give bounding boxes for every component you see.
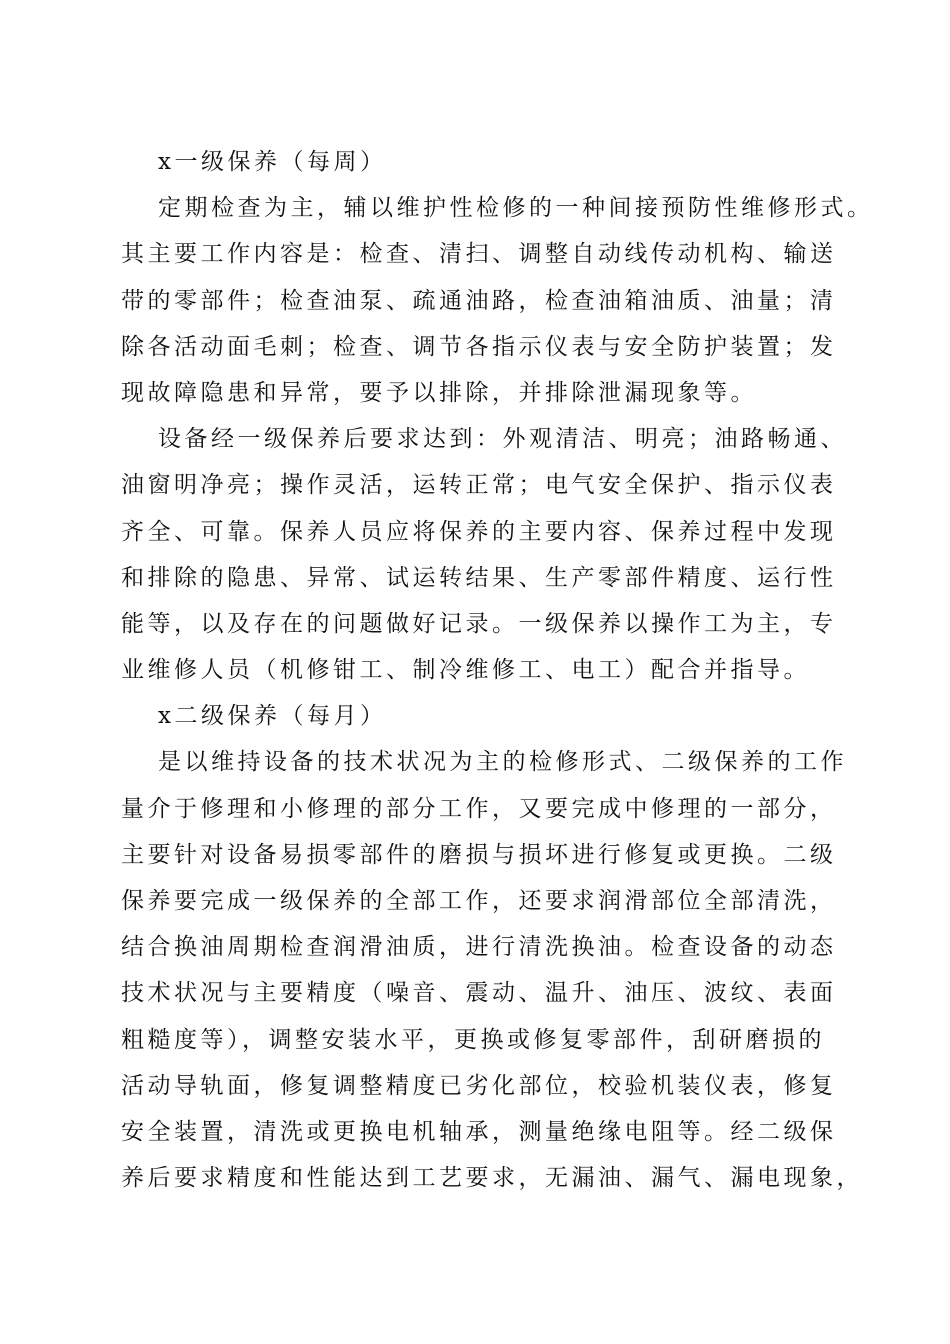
paragraph-line: 除各活动面毛刺；检查、调节各指示仪表与安全防护装置；发: [121, 333, 837, 360]
paragraph-line: 其主要工作内容是：检查、清扫、调整自动线传动机构、输送: [121, 241, 837, 268]
paragraph-line: 主要针对设备易损零部件的磨损与损坏进行修复或更换。二级: [121, 841, 837, 868]
paragraph-line: 现故障隐患和异常，要予以排除，并排除泄漏现象等。: [121, 379, 757, 406]
heading-level-2-maintenance: x二级保养（每月）: [158, 703, 387, 730]
paragraph-line: 技术状况与主要精度（噪音、震动、温升、油压、波纹、表面: [121, 980, 837, 1007]
paragraph-line: 安全装置，清洗或更换电机轴承，测量绝缘电阻等。经二级保: [121, 1118, 837, 1145]
paragraph-line: 保养要完成一级保养的全部工作，还要求润滑部位全部清洗，: [121, 888, 837, 914]
paragraph-line: 结合换油周期检查润滑油质，进行清洗换油。检查设备的动态: [121, 934, 837, 961]
paragraph-line: 设备经一级保养后要求达到：外观清洁、明亮；油路畅通、: [158, 426, 847, 453]
paragraph-line: 业维修人员（机修钳工、制冷维修工、电工）配合并指导。: [121, 657, 810, 684]
paragraph-line: 养后要求精度和性能达到工艺要求，无漏油、漏气、漏电现象，: [121, 1165, 863, 1192]
body-text: [121, 139, 874, 1201]
paragraph-line: 齐全、可靠。保养人员应将保养的主要内容、保养过程中发现: [121, 518, 837, 545]
paragraph-line: 粗糙度等），调整安装水平，更换或修复零部件，刮研磨损的: [121, 1026, 825, 1053]
paragraph-line: 定期检查为主，辅以维护性检修的一种间接预防性维修形式。: [158, 195, 874, 222]
paragraph-line: 油窗明净亮；操作灵活，运转正常；电气安全保护、指示仪表: [121, 472, 837, 499]
heading-level-1-maintenance: x一级保养（每周）: [158, 149, 387, 175]
paragraph-line: 量介于修理和小修理的部分工作，又要完成中修理的一部分，: [121, 795, 837, 822]
paragraph-line: 带的零部件；检查油泵、疏通油路，检查油箱油质、油量；清: [121, 287, 837, 314]
paragraph-line: 和排除的隐患、异常、试运转结果、生产零部件精度、运行性: [121, 564, 837, 591]
paragraph-line: 是以维持设备的技术状况为主的检修形式、二级保养的工作: [158, 749, 847, 776]
paragraph-line: 活动导轨面，修复调整精度已劣化部位，校验机装仪表，修复: [121, 1072, 837, 1099]
paragraph-line: 能等，以及存在的问题做好记录。一级保养以操作工为主，专: [121, 610, 837, 637]
